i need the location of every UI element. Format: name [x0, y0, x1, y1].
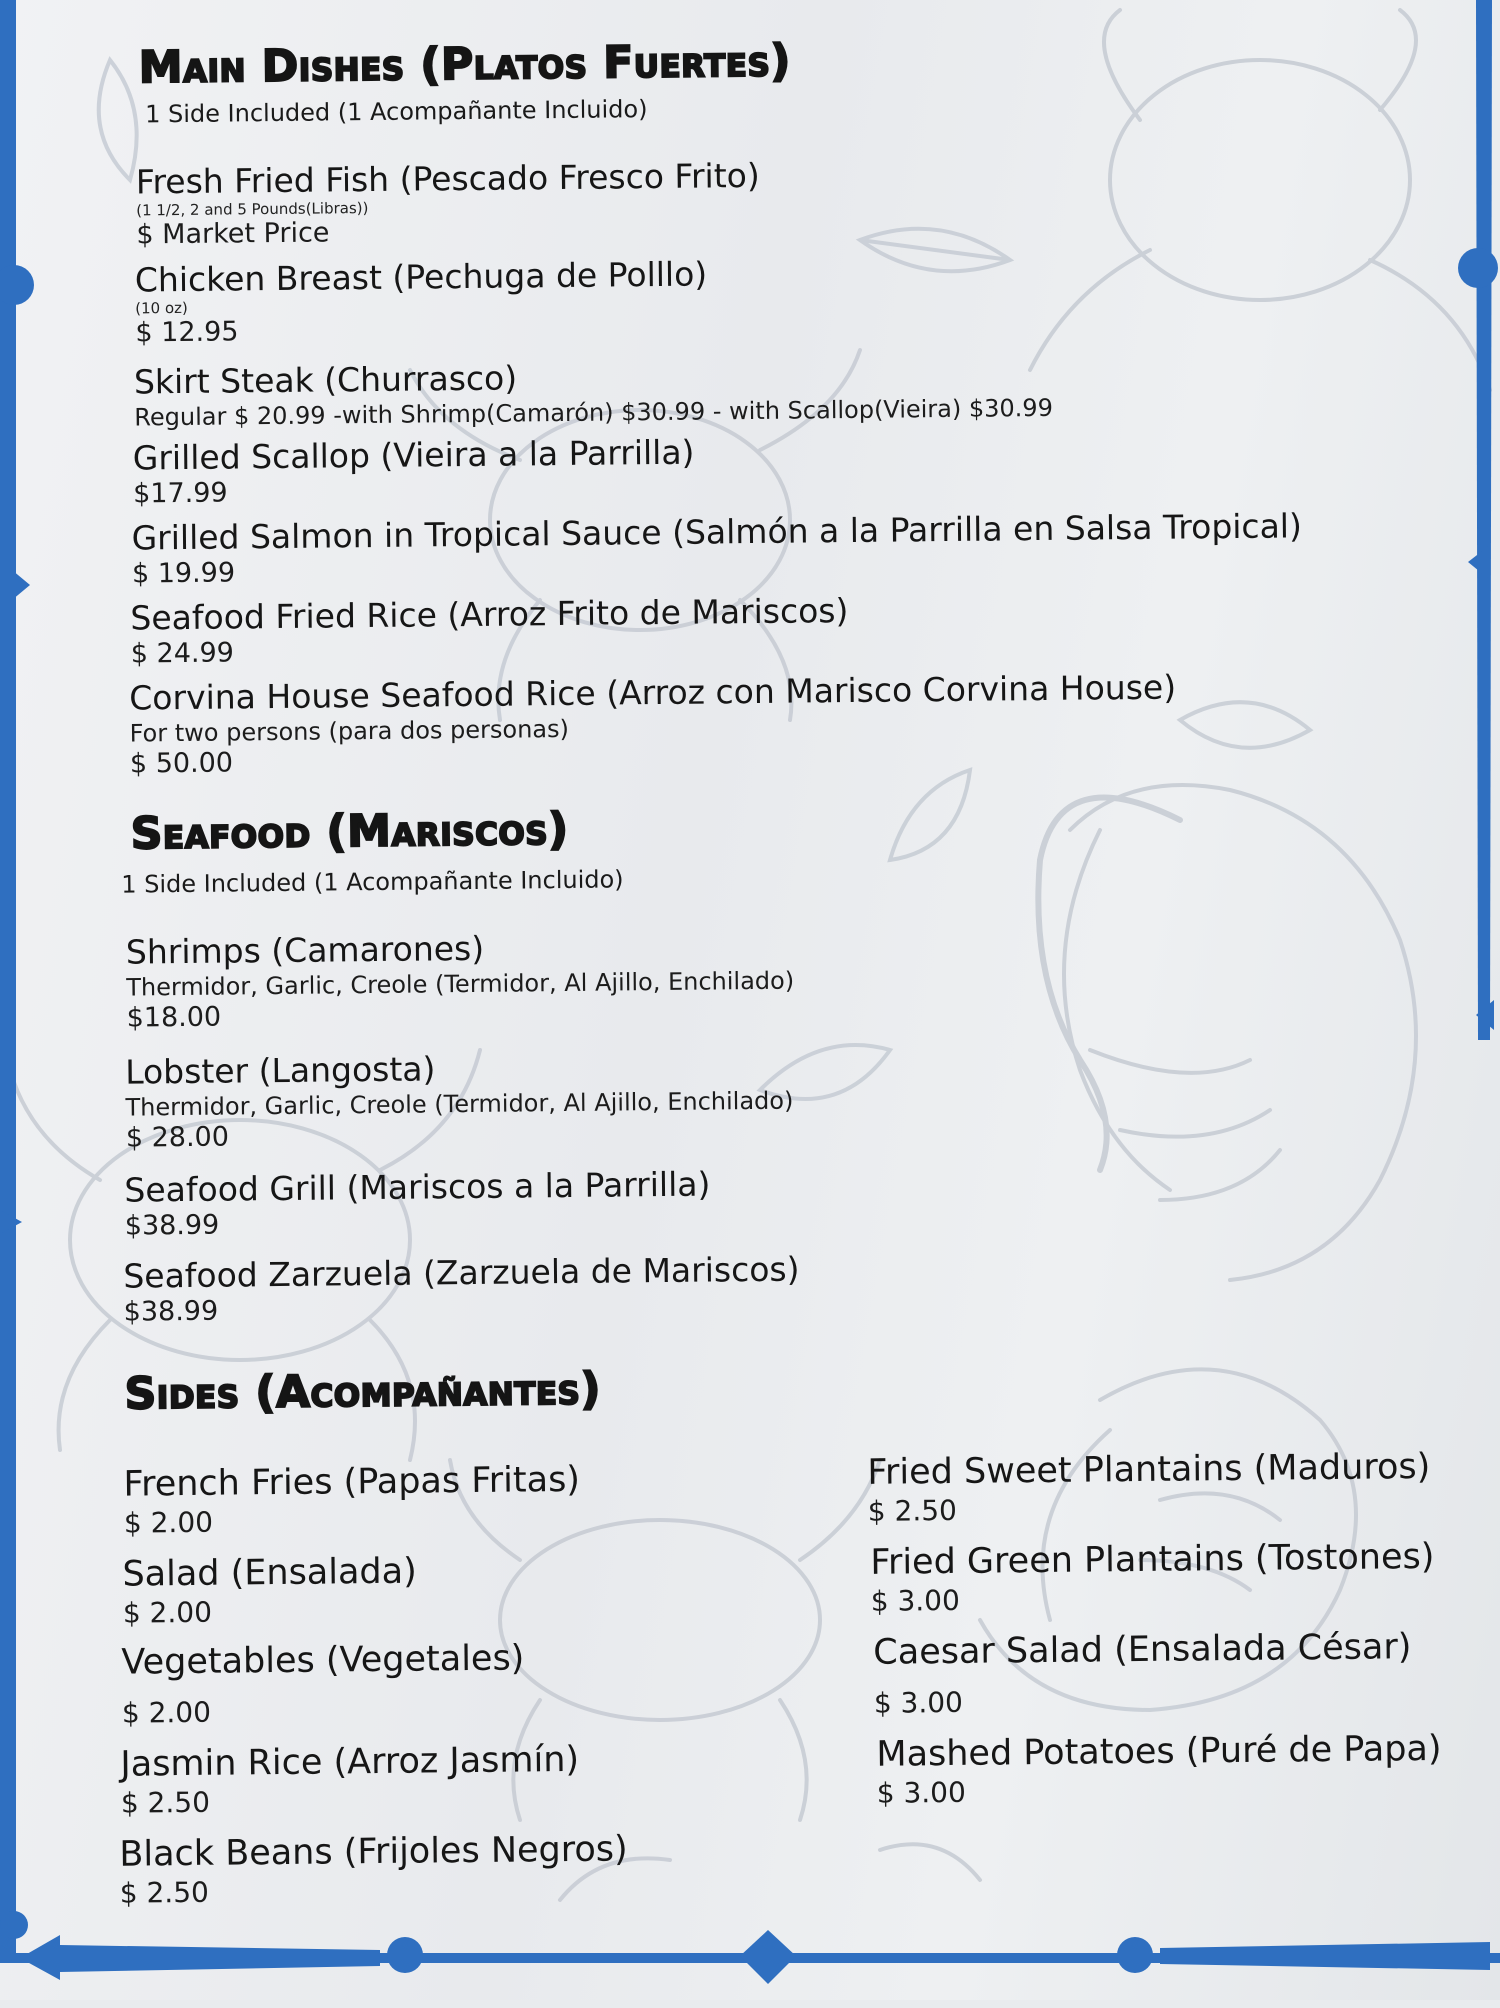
item-price: $ 28.00 [125, 1121, 230, 1154]
item-price: $ 3.00 [870, 1583, 961, 1618]
item-name: Vegetables (Vegetales) [121, 1638, 525, 1683]
item-name: Chicken Breast (Pechuga de Polllo) [134, 254, 708, 300]
item-name: Fried Sweet Plantains (Maduros) [867, 1446, 1431, 1493]
item-detail: Thermidor, Garlic, Creole (Termidor, Al Ajillo, Enchilado) [125, 1086, 794, 1122]
menu-item-chicken-breast [135, 254, 708, 349]
item-price: $ 24.99 [130, 637, 235, 670]
item-price: $ 2.00 [122, 1595, 213, 1630]
menu-item-seafood-grill [124, 1164, 711, 1242]
item-price: $ 3.00 [876, 1775, 967, 1810]
item-name: Salad (Ensalada) [122, 1551, 417, 1595]
item-price: $ 50.00 [129, 747, 234, 780]
menu-item-lobster [125, 1046, 794, 1155]
item-name: Jasmin Rice (Arroz Jasmín) [120, 1739, 580, 1785]
menu-item-seafood-zarzuela [123, 1250, 800, 1329]
item-detail: (10 oz) [135, 298, 188, 318]
item-price: $38.99 [124, 1209, 220, 1242]
seafood-side-note: 1 Side Included (1 Acompañante Incluido) [121, 865, 624, 899]
item-price: $ 2.00 [123, 1505, 214, 1540]
side-item-salad [122, 1550, 417, 1631]
side-item-french-fries [123, 1458, 580, 1541]
item-price: $38.99 [123, 1295, 219, 1328]
item-price: $17.99 [132, 477, 228, 510]
menu-item-fried-fish [136, 156, 761, 252]
menu-item-seafood-fried-rice [130, 591, 849, 671]
main-dishes-heading: Main Dishes (Platos Fuertes) [138, 35, 792, 94]
menu-item-grilled-salmon [131, 506, 1302, 590]
item-price: $ 3.00 [873, 1685, 964, 1720]
item-name: Caesar Salad (Ensalada César) [873, 1627, 1412, 1673]
item-name: Lobster (Langosta) [124, 1049, 436, 1092]
item-name: Shrimps (Camarones) [125, 928, 485, 972]
item-name: Mashed Potatoes (Puré de Papa) [876, 1728, 1442, 1775]
side-item-mashed-potatoes [876, 1727, 1442, 1811]
main-dishes-side-note: 1 Side Included (1 Acompañante Incluido) [145, 95, 648, 129]
item-name: Grilled Scallop (Vieira a la Parrilla) [132, 432, 695, 478]
item-name: Seafood Fried Rice (Arroz Frito de Mariscos) [130, 591, 849, 638]
item-price: $ 2.50 [867, 1493, 958, 1528]
item-name: Skirt Steak (Churrasco) [133, 358, 518, 402]
item-detail: For two persons (para dos personas) [129, 714, 570, 748]
side-item-green-plantains [870, 1535, 1435, 1619]
item-name: Fried Green Plantains (Tostones) [870, 1536, 1435, 1583]
item-name: Grilled Salmon in Tropical Sauce (Salmón a la Parrilla en Salsa Tropical) [131, 506, 1303, 558]
item-name: Seafood Zarzuela (Zarzuela de Mariscos) [123, 1249, 800, 1296]
item-detail: Regular $ 20.99 -with Shrimp(Camarón) $30.99 - with Scallop(Vieira) $30.99 [134, 393, 1054, 432]
item-detail: (1 1/2, 2 and 5 Pounds(Libras)) [136, 199, 369, 220]
menu-item-grilled-scallop [133, 433, 695, 511]
side-item-vegetables [121, 1636, 525, 1730]
side-item-jasmin-rice [120, 1738, 579, 1821]
item-detail: Thermidor, Garlic, Creole (Termidor, Al Ajillo, Enchilado) [126, 966, 795, 1002]
sides-heading: Sides (Acompañantes) [124, 1363, 602, 1420]
item-price: $ 2.50 [119, 1875, 210, 1910]
menu-item-shrimps [126, 926, 795, 1035]
item-price: $ 12.95 [135, 316, 239, 349]
side-item-black-beans [119, 1827, 628, 1910]
side-item-sweet-plantains [867, 1445, 1431, 1529]
item-price: $18.00 [126, 1001, 222, 1034]
menu-item-skirt-steak [134, 353, 1053, 433]
item-price: $ 19.99 [131, 557, 236, 590]
item-name: French Fries (Papas Fritas) [123, 1459, 581, 1505]
side-item-caesar-salad [873, 1625, 1412, 1721]
item-name: Seafood Grill (Mariscos a la Parrilla) [124, 1164, 711, 1210]
item-name: Corvina House Seafood Rice (Arroz con Marisco Corvina House) [129, 667, 1177, 718]
item-price: $ 2.50 [120, 1785, 211, 1820]
menu-item-corvina-house-rice [129, 668, 1177, 781]
item-price: $ 2.00 [121, 1695, 212, 1730]
item-name: Black Beans (Frijoles Negros) [119, 1829, 628, 1875]
item-name: Fresh Fried Fish (Pescado Fresco Frito) [135, 155, 760, 202]
item-price: $ Market Price [136, 217, 330, 251]
seafood-heading: Seafood (Mariscos) [130, 803, 569, 860]
